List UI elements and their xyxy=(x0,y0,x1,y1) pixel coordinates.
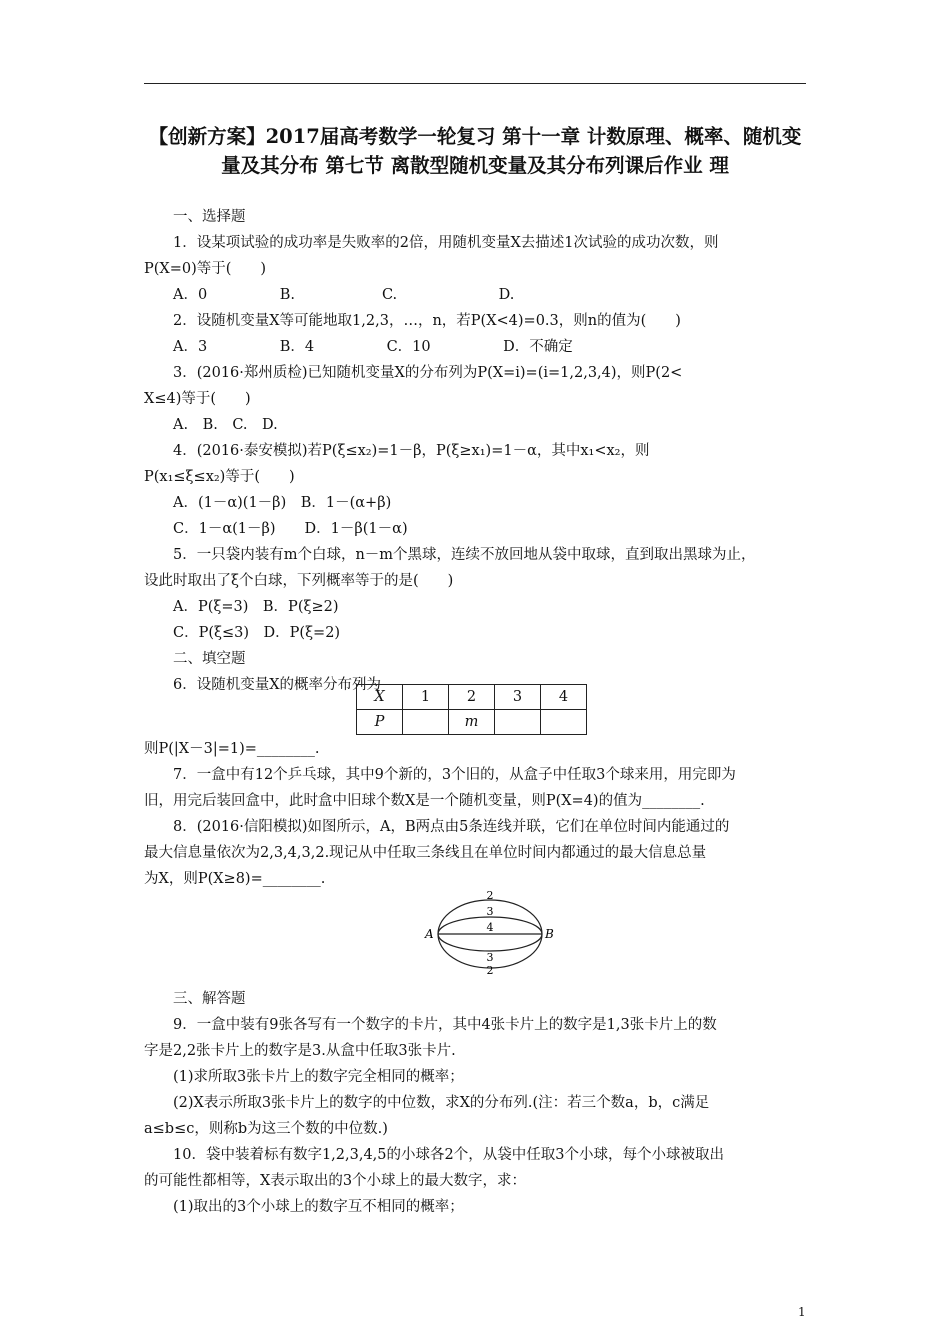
line-label: 2 xyxy=(486,889,494,902)
question-8-line-1: 8．(2016·信阳模拟)如图所示，A，B两点由5条连线并联，它们在单位时间内能通过的 xyxy=(173,819,730,835)
table-cell: X xyxy=(357,685,403,710)
parallel-lines-figure xyxy=(420,886,560,976)
question-1-line-1: 1．设某项试验的成功率是失败率的2倍，用随机变量X去描述1次试验的成功次数，则 xyxy=(173,235,719,251)
page-title: 【创新方案】2017届高考数学一轮复习 第十一章 计数原理、概率、随机变量及其分布 第七节 离散型随机变量及其分布列课后作业 理 xyxy=(148,125,802,177)
question-3-line-1: 3．(2016·郑州质检)已知随机变量X的分布列为P(X=i)=(i=1,2,3,4)，则P(2< xyxy=(173,365,683,381)
question-9-line-1: 9．一盒中装有9张各写有一个数字的卡片，其中4张卡片上的数字是1,3张卡片上的数 xyxy=(173,1017,717,1033)
question-8-line-2: 最大信息量依次为2,3,4,3,2.现记从中任取三条线且在单位时间内都通过的最大信息总量 xyxy=(144,845,707,861)
line-label: 4 xyxy=(486,921,494,934)
question-2-line-1: 2．设随机变量X等可能地取1,2,3，…，n，若P(X<4)=0.3，则n的值为( ) xyxy=(173,313,681,329)
question-10-part-1: (1)取出的3个小球上的数字互不相同的概率； xyxy=(173,1199,464,1215)
table-cell xyxy=(495,710,541,735)
question-4-line-1: 4．(2016·泰安模拟)若P(ξ≤x₂)=1－β，P(ξ≥x₁)=1－α，其中x₁<x₂，则 xyxy=(173,443,650,459)
header-rule xyxy=(144,83,806,84)
section-heading-choice: 一、选择题 xyxy=(173,209,246,225)
line-label: 2 xyxy=(486,964,494,976)
question-1-options: A．0 B. C. D. xyxy=(173,287,515,303)
point-a-label: A xyxy=(425,927,434,941)
line-label: 3 xyxy=(486,905,494,918)
point-b-label: B xyxy=(545,927,554,941)
question-4-line-2: P(x₁≤ξ≤x₂)等于( ) xyxy=(144,469,295,485)
table-cell xyxy=(403,710,449,735)
question-4-options-ab: A．(1－α)(1－β) B．1－(α+β) xyxy=(173,495,392,511)
table-cell: 3 xyxy=(495,685,541,710)
line-label: 3 xyxy=(486,951,494,964)
question-4-options-cd: C．1－α(1－β) D．1－β(1－α) xyxy=(173,521,408,537)
question-10-line-1: 10．袋中装着标有数字1,2,3,4,5的小球各2个，从袋中任取3个小球，每个小球被取出 xyxy=(173,1147,724,1163)
page-number: 1 xyxy=(798,1305,806,1319)
question-7-line-1: 7．一盒中有12个乒乓球，其中9个新的，3个旧的，从盒子中任取3个球来用，用完即为 xyxy=(173,767,736,783)
table-row xyxy=(357,710,587,735)
section-heading-fill: 二、填空题 xyxy=(173,651,246,667)
question-5-options-ab: A．P(ξ=3) B．P(ξ≥2) xyxy=(173,599,339,615)
table-cell: 1 xyxy=(403,685,449,710)
section-heading-solve: 三、解答题 xyxy=(173,991,246,1007)
question-9-part-1: (1)求所取3张卡片上的数字完全相同的概率； xyxy=(173,1069,464,1085)
question-6-line-1: 6．设随机变量X的概率分布列为 xyxy=(173,677,382,693)
table-cell: P xyxy=(357,710,403,735)
question-8-line-3: 为X，则P(X≥8)=________. xyxy=(144,871,326,887)
question-6-line-2: 则P(|X－3|=1)=________. xyxy=(144,741,320,757)
table-cell: 2 xyxy=(449,685,495,710)
question-2-options: A．3 B．4 C．10 D．不确定 xyxy=(173,339,573,355)
question-10-line-2: 的可能性都相等，X表示取出的3个小球上的最大数字，求： xyxy=(144,1173,527,1189)
question-7-line-2: 旧，用完后装回盒中，此时盒中旧球个数X是一个随机变量，则P(X=4)的值为________. xyxy=(144,793,705,809)
question-5-line-1: 5．一只袋内装有m个白球，n－m个黑球，连续不放回地从袋中取球，直到取出黑球为止， xyxy=(173,547,756,563)
table-cell: m xyxy=(449,710,495,735)
question-1-line-2: P(X=0)等于( ) xyxy=(144,261,267,277)
table-row xyxy=(357,685,587,710)
question-3-line-2: X≤4)等于( ) xyxy=(144,391,251,407)
question-9-part-2-line-1: (2)X表示所取3张卡片上的数字的中位数，求X的分布列.(注：若三个数a，b，c满足 xyxy=(173,1095,710,1111)
table-cell xyxy=(541,710,587,735)
question-3-options: A. B. C. D. xyxy=(173,417,278,433)
question-5-options-cd: C．P(ξ≤3) D．P(ξ=2) xyxy=(173,625,341,641)
distribution-table xyxy=(356,684,587,735)
question-9-line-2: 字是2,2张卡片上的数字是3.从盒中任取3张卡片. xyxy=(144,1043,456,1059)
question-9-part-2-line-2: a≤b≤c，则称b为这三个数的中位数.) xyxy=(144,1121,388,1137)
question-5-line-2: 设此时取出了ξ个白球，下列概率等于的是( ) xyxy=(144,573,454,589)
table-cell: 4 xyxy=(541,685,587,710)
